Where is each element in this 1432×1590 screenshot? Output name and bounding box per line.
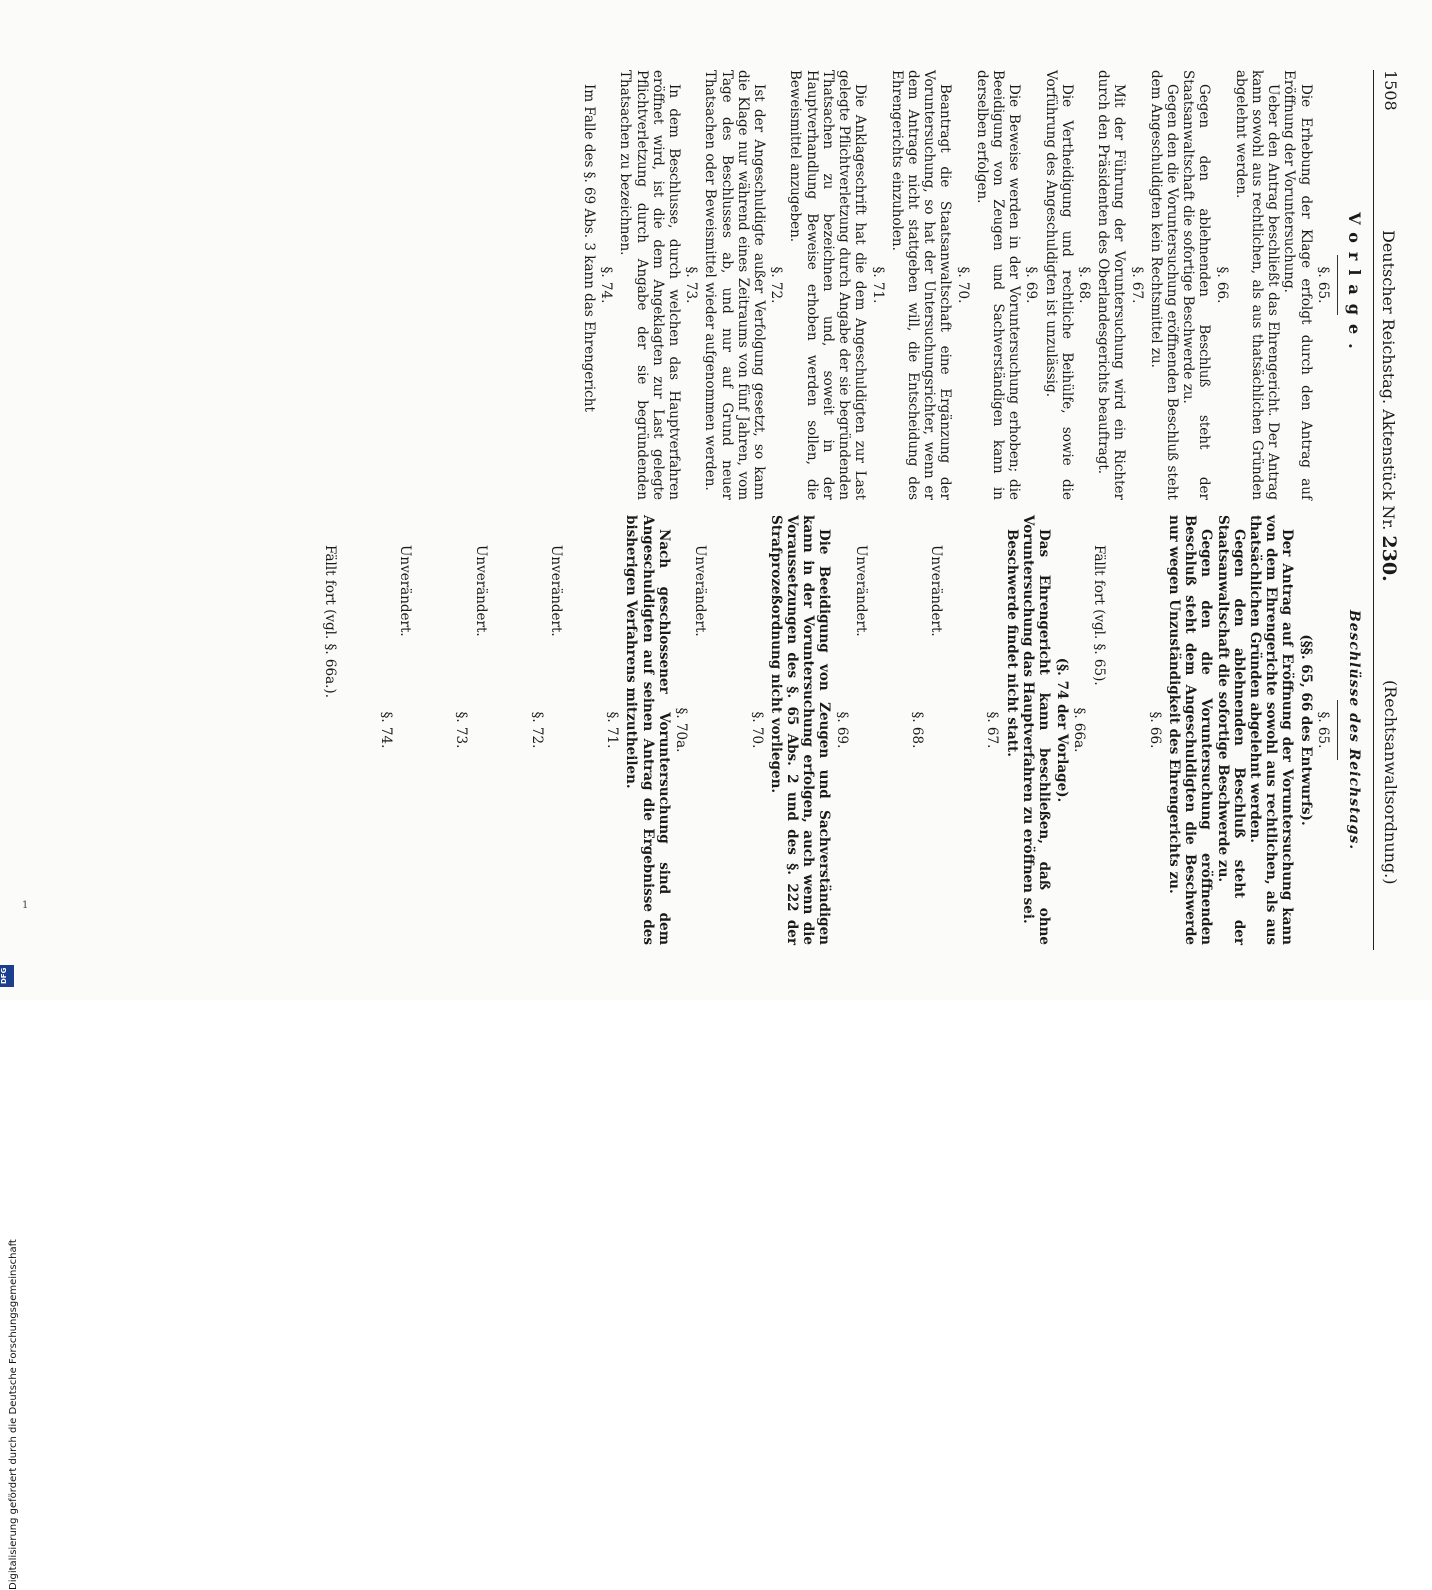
paragraph: Die Beweise werden in der Voruntersuchung erhoben; die Beeidigung von Zeugen und Sachverständigen kann in derselben erfolgen. (973, 70, 1023, 500)
section-heading: §. 65. (1314, 711, 1331, 749)
paragraph: Beschwerde findet nicht statt. (1003, 529, 1020, 757)
column-vorlage (581, 70, 1368, 500)
section-heading: §. 69. (1023, 266, 1040, 304)
section-remark: Fällt fort (vgl. §. 66a.). (321, 545, 338, 698)
section-heading: §. 67. (1128, 266, 1145, 304)
paragraph: In dem Beschlusse, durch welchen das Hauptverfahren eröffnet wird, ist die dem Angeklagten zur Last gelegte Pflichtverletzung durch Angabe der sie begründenden Thatsachen zu bezeichnen. (617, 70, 683, 500)
section-heading: §. 72. (528, 711, 545, 749)
scan-mark: 1 (22, 900, 29, 911)
section-heading: §. 69. (833, 711, 850, 749)
paragraph: Die Anklageschrift hat die dem Angeschuldigten zur Last gelegte Pflichtverletzung durch Angabe der sie begründenden Thatsachen zu bezeichnen und, soweit in der Hauptverhandlung Beweise erhoben werden sollen, die Beweismittel anzugeben. (787, 70, 869, 500)
section-heading: §. 66a. (1071, 707, 1088, 753)
section-remark: Unverändert. (472, 545, 489, 637)
paragraph: Ueber den Antrag beschließt das Ehrengericht. Der Antrag kann sowohl aus rechtlichen, als aus thatsächlichen Gründen abgelehnt werden. (1232, 70, 1282, 500)
section-remark: Fällt fort (vgl. §. 65). (1090, 545, 1107, 686)
header-title: Deutscher Reichstag. Aktenstück Nr. 230. (1378, 230, 1400, 582)
section-remark: Unverändert. (548, 545, 565, 637)
paragraph: Gegen den die Voruntersuchung eröffnenden Beschluß steht dem Angeschuldigten die Beschwerde nur wegen Unzuständigkeit des Ehrengerichts zu. (1165, 515, 1215, 945)
paragraph: Ist der Angeschuldigte außer Verfolgung gesetzt, so kann die Klage nur während eines Zeitraums von fünf Jahren, vom Tage des Beschlusses ab, und nur auf Grund neuer Thatsachen oder Beweismittel wieder aufgenommen werden. (702, 70, 768, 500)
section-reference: (§§. 65, 66 des Entwurfs). (1297, 634, 1314, 826)
section-heading: §. 71. (604, 711, 621, 749)
section-heading: §. 66. (1213, 266, 1230, 304)
dfg-logo: DFG (0, 965, 14, 987)
section-reference: (§. 74 der Vorlage). (1054, 657, 1071, 803)
paragraph: Nach geschlossener Voruntersuchung sind dem Angeschuldigten auf seinen Antrag die Ergebnisse des bisherigen Verfahrens mitzutheilen. (623, 515, 672, 945)
paragraph: Das Ehrengericht kann beschließen, daß ohne Voruntersuchung das Hauptverfahren zu eröffnen sei. (1019, 515, 1052, 945)
paragraph: Gegen den ablehnenden Beschluß steht der Staatsanwaltschaft die sofortige Beschwerde zu. (1180, 70, 1213, 500)
section-heading: §. 74. (378, 711, 395, 749)
digitization-credit: Digitalisierung gefördert durch die Deutsche Forschungsgemeinschaft (8, 1239, 19, 1590)
divider (1337, 700, 1338, 760)
paragraph: Die Erhebung der Klage erfolgt durch den Antrag auf Eröffnung der Voruntersuchung. (1281, 70, 1314, 500)
section-heading: §. 68. (908, 711, 925, 749)
column-title: Beschlüsse des Reichstags. (1346, 609, 1362, 851)
section-heading: §. 73. (453, 711, 470, 749)
page-header (1373, 70, 1400, 950)
paragraph: Gegen den die Voruntersuchung eröffnenden Beschluß steht dem Angeschuldigten kein Rechtsmittel zu. (1147, 70, 1180, 500)
rotated-document-page (140, 70, 1400, 950)
section-heading: §. 67. (984, 711, 1001, 749)
paragraph: Beantragt die Staatsanwaltschaft eine Ergänzung der Voruntersuchung, so hat der Untersuchungsrichter, wenn er dem Antrage nicht stattgeben will, die Entscheidung des Ehrengerichts einzuholen. (888, 70, 954, 500)
paragraph: Die Beeidigung von Zeugen und Sachverständigen kann in der Voruntersuchung erfolgen, auch wenn die Voraussetzungen des §. 65 Abs. 2 und des §. 222 der Strafprozeßordnung nicht vorliegen. (767, 515, 833, 945)
section-heading: §. 66. (1146, 711, 1163, 749)
document-number: 230. (1378, 535, 1400, 582)
section-remark: Unverändert. (692, 545, 709, 637)
paragraph: Im Falle des §. 69 Abs. 3 kann das Ehrengericht (581, 84, 598, 412)
header-subject: (Rechtsanwaltsordnung.) (1381, 680, 1400, 885)
column-beschluesse (322, 515, 1368, 945)
section-remark: Unverändert. (852, 545, 869, 637)
section-heading: §. 71. (869, 266, 886, 304)
section-heading: §. 65. (1314, 266, 1331, 304)
paragraph: Der Antrag auf Eröffnung der Voruntersuchung kann von dem Ehrengerichte sowohl aus rechtlichen, als aus thatsächlichen Gründen abgelehnt werden. (1246, 515, 1296, 945)
section-heading: §. 68. (1075, 266, 1092, 304)
section-heading: §. 74. (598, 266, 615, 304)
paragraph: Mit der Führung der Voruntersuchung wird ein Richter durch den Präsidenten des Oberlandesgerichts beauftragt. (1095, 70, 1128, 500)
section-heading: §. 72. (768, 266, 785, 304)
section-heading: §. 70. (954, 266, 971, 304)
page-number: 1508 (1381, 70, 1400, 111)
section-heading: §. 70. (748, 711, 765, 749)
section-remark: Unverändert. (928, 545, 945, 637)
section-remark: Unverändert. (397, 545, 414, 637)
section-heading: §. 73. (683, 266, 700, 304)
section-heading: §. 70a. (673, 707, 690, 753)
paragraph: Die Vertheidigung und rechtliche Beihülfe, sowie die Vorführung des Angeschuldigten ist unzulässig. (1042, 70, 1075, 500)
column-title: Vorlage. (1345, 212, 1364, 358)
paragraph: Gegen den ablehnenden Beschluß steht der Staatsanwaltschaft die sofortige Beschwerde zu. (1214, 515, 1247, 945)
divider (1337, 255, 1338, 315)
